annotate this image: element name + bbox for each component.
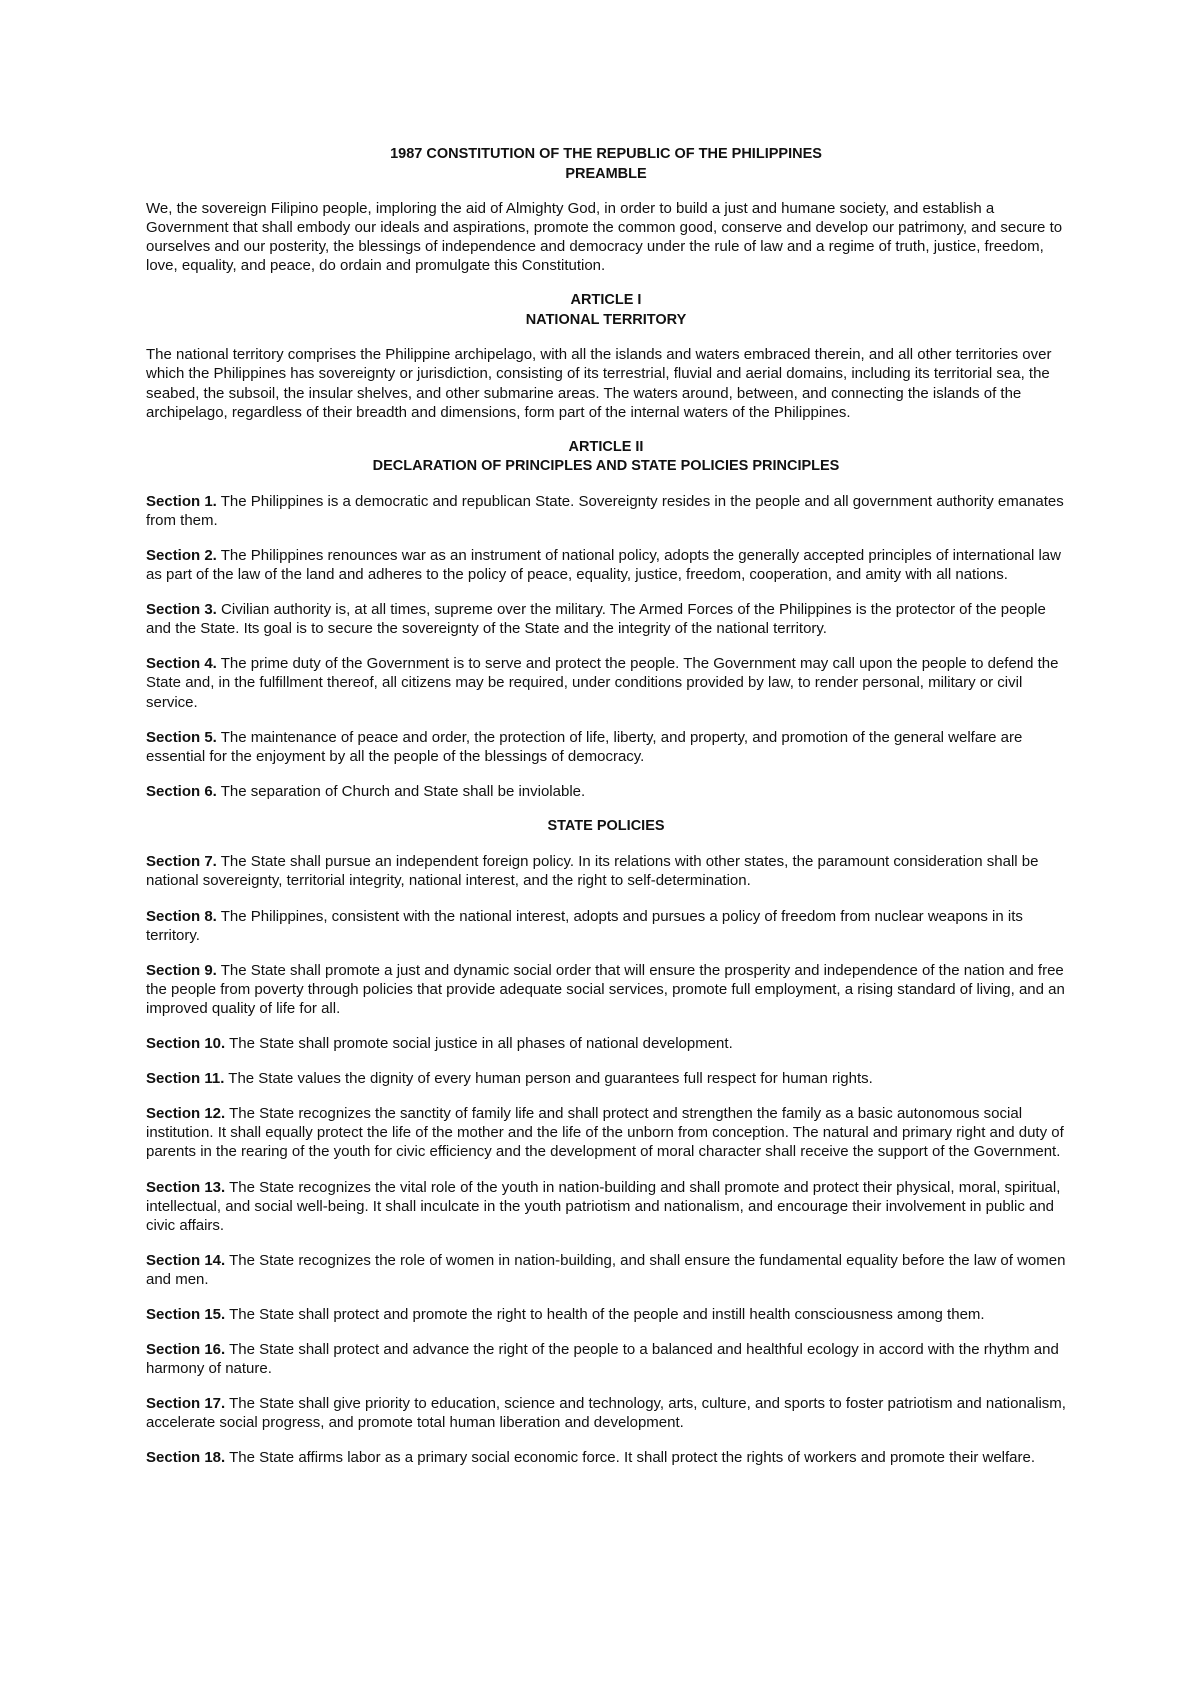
- section-label: Section 6.: [146, 782, 217, 800]
- section-paragraph: [146, 1394, 1066, 1432]
- section-text: Civilian authority is, at all times, supreme over the military. The Armed Forces of the Philippines is the protector of the people and the State. Its goal is to secure the sovereignty of the State and the integrity of the national territory.: [146, 601, 1046, 638]
- section-paragraph: [146, 600, 1066, 638]
- article-1-title: NATIONAL TERRITORY: [525, 311, 687, 328]
- section-text: The State affirms labor as a primary social economic force. It shall protect the rights of workers and promote their welfare.: [229, 1449, 1036, 1467]
- section-label: Section 5.: [146, 728, 217, 746]
- section-text: The maintenance of peace and order, the protection of life, liberty, and property, and promotion of the general welfare are essential for the enjoyment by all the people of the blessings of democracy.: [146, 728, 1023, 765]
- preamble-heading: PREAMBLE: [565, 165, 647, 182]
- section-paragraph: [146, 1340, 1066, 1378]
- section-paragraph: [146, 728, 1066, 766]
- section-text: The Philippines renounces war as an instrument of national policy, adopts the generally accepted principles of international law as part of the law of the land and adheres to the policy of peace, equality, justice, freedom, cooperation, and amity with all nations.: [146, 546, 1061, 584]
- section-label: Section 11.: [146, 1070, 225, 1088]
- article-1-text: The national territory comprises the Philippine archipelago, with all the islands and waters embraced therein, and all other territories over which the Philippines has sovereignty or jurisdiction, consisting of its terrestrial, fluvial and aerial domains, including its territorial sea, the seabed, the subsoil, the insular shelves, and other submarine areas. The waters around, between, and connecting the islands of the archipelago, regardless of their breadth and dimensions, form part of the internal waters of the Philippines.: [146, 346, 1052, 421]
- section-label: Section 12.: [146, 1105, 226, 1123]
- principles-sections: [146, 492, 1066, 801]
- section-paragraph: [146, 1305, 1066, 1324]
- section-label: Section 14.: [146, 1251, 226, 1269]
- section-paragraph: [146, 1448, 1066, 1467]
- article-2-heading: [146, 438, 1066, 477]
- section-paragraph: [146, 961, 1066, 1018]
- section-text: The State recognizes the role of women in nation-building, and shall ensure the fundamental equality before the law of women and men.: [146, 1251, 1066, 1288]
- section-paragraph: [146, 782, 1066, 801]
- article-1-heading: [146, 291, 1066, 330]
- section-text: The State shall give priority to education, science and technology, arts, culture, and sports to foster patriotism and nationalism, accelerate social progress, and promote total human liberation and development.: [146, 1395, 1066, 1432]
- section-label: Section 17.: [146, 1395, 226, 1413]
- section-label: Section 15.: [146, 1305, 226, 1323]
- article-2-title: DECLARATION OF PRINCIPLES AND STATE POLICIES PRINCIPLES: [372, 458, 840, 475]
- section-text: The State shall protect and advance the right of the people to a balanced and healthful ecology in accord with the rhythm and harmony of nature.: [146, 1341, 1059, 1378]
- section-paragraph: [146, 654, 1066, 711]
- section-label: Section 8.: [146, 907, 217, 925]
- section-text: The prime duty of the Government is to serve and protect the people. The Government may call upon the people to defend the State and, in the fulfillment thereof, all citizens may be required, under conditions provided by law, to render personal, military or civil service.: [146, 655, 1059, 711]
- section-label: Section 2.: [146, 546, 217, 564]
- policies-sections: [146, 852, 1066, 1467]
- section-text: The State recognizes the vital role of the youth in nation-building and shall promote and protect their physical, moral, spiritual, intellectual, and social well-being. It shall inculcate in the youth patriotism and nationalism, and encourage their involvement in public and civic affairs.: [146, 1178, 1061, 1234]
- section-label: Section 1.: [146, 492, 217, 510]
- section-label: Section 10.: [146, 1035, 226, 1053]
- section-text: The State shall promote social justice in all phases of national development.: [229, 1035, 733, 1053]
- section-label: Section 9.: [146, 961, 217, 979]
- preamble-text: We, the sovereign Filipino people, imploring the aid of Almighty God, in order to build a just and humane society, and establish a Government that shall embody our ideals and aspirations, promote the common good, conserve and develop our patrimony, and secure to ourselves and our posterity, the blessings of independence and democracy under the rule of law and a regime of truth, justice, freedom, love, equality, and peace, do ordain and promulgate this Constitution.: [146, 200, 1063, 275]
- section-label: Section 18.: [146, 1449, 226, 1467]
- section-text: The State values the dignity of every human person and guarantees full respect for human rights.: [228, 1070, 873, 1088]
- section-label: Section 16.: [146, 1341, 226, 1359]
- article-1-number: ARTICLE I: [570, 292, 642, 309]
- section-paragraph: [146, 907, 1066, 945]
- section-paragraph: [146, 1034, 1066, 1053]
- section-text: The State shall promote a just and dynamic social order that will ensure the prosperity and independence of the nation and free the people from poverty through policies that provide adequate social services, promote full employment, a rising standard of living, and an improved quality of life for all.: [146, 961, 1065, 1017]
- section-paragraph: [146, 1251, 1066, 1289]
- section-text: The State recognizes the sanctity of family life and shall protect and strengthen the family as a basic autonomous social institution. It shall equally protect the life of the mother and the life of the unborn from conception. The natural and primary right and duty of parents in the rearing of the youth for civic efficiency and the development of moral character shall receive the support of the Government.: [146, 1105, 1064, 1161]
- section-label: Section 3.: [146, 601, 217, 619]
- section-paragraph: [146, 1178, 1066, 1235]
- section-paragraph: [146, 852, 1066, 890]
- section-paragraph: [146, 1069, 1066, 1088]
- section-label: Section 4.: [146, 655, 217, 673]
- section-text: The separation of Church and State shall be inviolable.: [220, 782, 586, 800]
- document-page: [146, 145, 1066, 1484]
- section-text: The State shall pursue an independent foreign policy. In its relations with other states, the paramount consideration shall be national sovereignty, territorial integrity, national interest, and the right to self-determination.: [146, 853, 1039, 890]
- section-label: Section 7.: [146, 853, 217, 871]
- section-paragraph: [146, 1104, 1066, 1161]
- document-title: 1987 CONSTITUTION OF THE REPUBLIC OF THE PHILIPPINES: [390, 146, 822, 162]
- section-text: The State shall protect and promote the right to health of the people and instill health consciousness among them.: [229, 1305, 985, 1323]
- section-text: The Philippines, consistent with the national interest, adopts and pursues a policy of freedom from nuclear weapons in its territory.: [146, 907, 1023, 944]
- title-block: [146, 145, 1066, 184]
- state-policies-heading: STATE POLICIES: [547, 817, 665, 834]
- section-text: The Philippines is a democratic and republican State. Sovereignty resides in the people and all government authority emanates from them.: [146, 492, 1064, 529]
- section-paragraph: [146, 492, 1066, 530]
- article-2-number: ARTICLE II: [568, 438, 644, 455]
- section-label: Section 13.: [146, 1178, 226, 1196]
- section-paragraph: [146, 546, 1066, 584]
